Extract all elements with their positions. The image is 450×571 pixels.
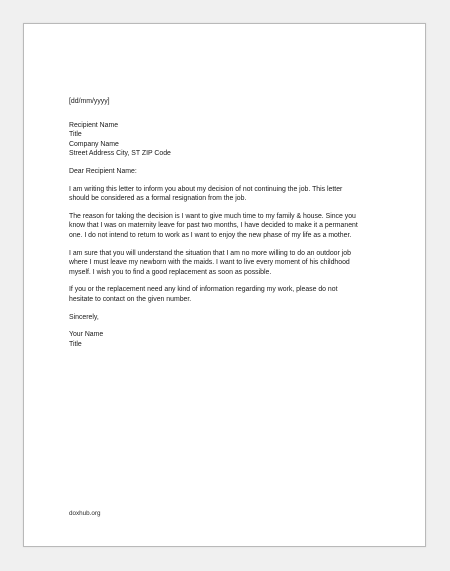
paragraph-line: where I must leave my newborn with the maids. I want to live every moment of his childhood <box>69 259 350 267</box>
signature-block <box>69 330 389 349</box>
letter-date: [dd/mm/yyyy] <box>69 98 110 105</box>
paragraph-1 <box>69 185 389 204</box>
recipient-company: Company Name <box>69 140 119 148</box>
closing: Sincerely, <box>69 313 99 321</box>
letter-body <box>69 97 389 349</box>
signature-name: Your Name <box>69 331 104 339</box>
recipient-address: Street Address City, ST ZIP Code <box>69 150 171 158</box>
paragraph-2 <box>69 212 389 241</box>
paragraph-line: The reason for taking the decision is I want to give much time to my family & house. Since you <box>69 212 356 220</box>
paragraph-line: I am sure that you will understand the situation that I am no more willing to do an outdoor job <box>69 249 351 257</box>
letter-page <box>23 23 426 547</box>
recipient-name: Recipient Name <box>69 121 119 129</box>
paragraph-3 <box>69 249 389 278</box>
paragraph-line: hesitate to contact on the given number. <box>69 295 192 303</box>
paragraph-line: myself. I wish you to find a good replacement as soon as possible. <box>69 268 272 276</box>
recipient-block <box>69 121 389 159</box>
paragraph-line: If you or the replacement need any kind of information regarding my work, please do not <box>69 286 338 294</box>
paragraph-line: one. I do not intend to return to work as I want to enjoy the new phase of my life as a mother. <box>69 231 352 239</box>
paragraph-4 <box>69 285 389 304</box>
footer-source: doxhub.org <box>69 510 101 517</box>
paragraph-line: know that I was on maternity leave for past two months, I have decided to make it a permanent <box>69 222 358 230</box>
paragraph-line: I am writing this letter to inform you about my decision of not continuing the job. This letter <box>69 185 343 193</box>
salutation: Dear Recipient Name: <box>69 167 137 175</box>
paragraph-line: should be considered as a formal resignation from the job. <box>69 195 247 203</box>
signature-title: Title <box>69 340 82 348</box>
recipient-title: Title <box>69 131 82 139</box>
